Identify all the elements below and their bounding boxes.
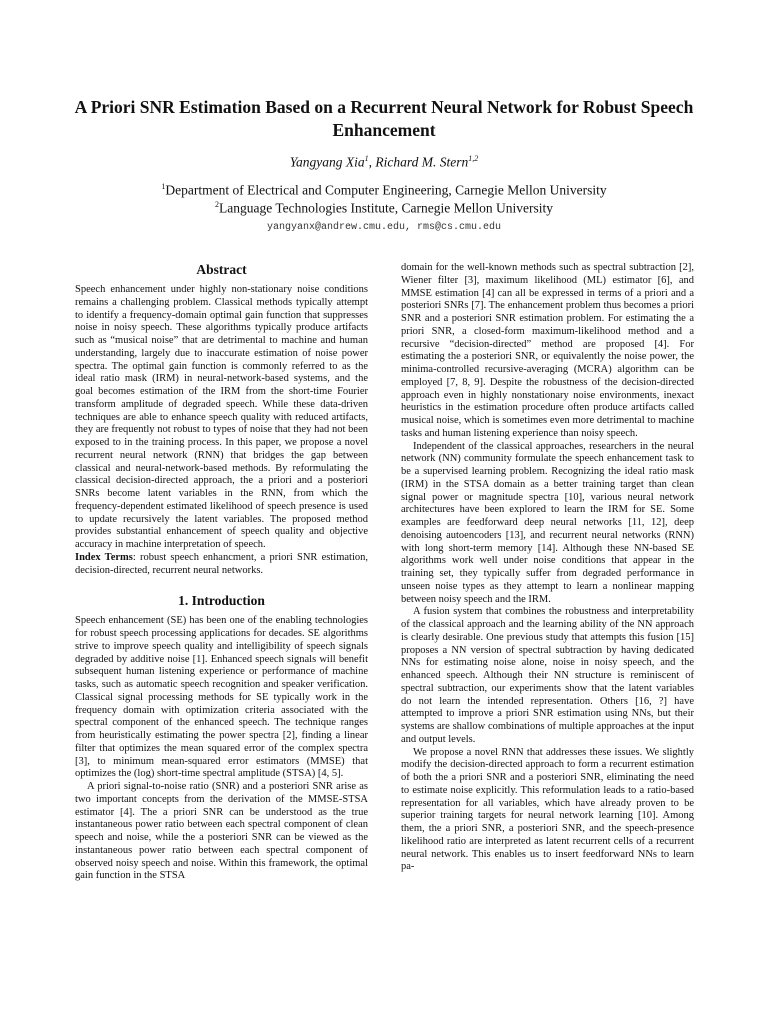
- affiliation-mark: 2: [215, 200, 219, 209]
- body-paragraph: We propose a novel RNN that addresses these issues. We slightly modify the decision-directed approach to form a recurrent estimation of both the a priori SNR and a posteriori SNR, eliminating the need to estimate noise explicitly. This reformulation leads to a ratio-based representation for all variables, which have already proven to be superior training targets for neural network learning [10]. Among them, the a priori SNR, a posteriori SNR, and the speech-presence likelihood ratio are interpreted as latent recurrent cells of a recurrent neural network. This enables us to insert feedforward NNs to learn pa-: [401, 746, 694, 873]
- abstract-heading: Abstract: [196, 262, 247, 277]
- author-affiliation-mark: 1: [364, 154, 369, 163]
- author-affiliation-mark: 1,2: [468, 154, 479, 163]
- index-terms-text: : robust speech enhancment, a priori SNR estimation, decision-directed, recurrent neural networks.: [75, 551, 368, 576]
- left-column: [75, 262, 368, 883]
- body-paragraph: Independent of the classical approaches, researchers in the neural network (NN) community formulate the speech enhancement task to be a supervised learning problem. Recognizing the ideal ratio mask (IRM) in the STSA domain as a better training target than clean signal power or magnitude spectra [10], various neural network architectures have been explored to learn the IRM for SE. Some examples are feedforward deep neural networks [11, 12], deep denoising autoencoders [13], and recurrent neural networks (RNN) with long short-term memory [14]. Although these NN-based SE algorithms work well under noise conditions that appear in the training set, they typically suffer from degraded performance in unseen noise types as they attempt to learn a nonlinear mapping between noisy speech and the IRM.: [401, 440, 694, 605]
- body-paragraph: A priori signal-to-noise ratio (SNR) and a posteriori SNR arise as two important concepts from the derivation of the MMSE-STSA estimator [4]. The a priori SNR can be understood as the true instantaneous power ratio between each spectral component of clean speech and noise, while the a posteriori SNR can be viewed as the instantaneous power ratio between each spectral component of observed noisy speech and noise. Within this framework, the optimal gain function in the STSA: [75, 781, 368, 882]
- affiliation-line: [70, 200, 698, 217]
- body-paragraph: domain for the well-known methods such as spectral subtraction [2], Wiener filter [3], maximum likelihood (ML) estimator [6], and MMSE estimation [4] can all be expressed in terms of a priori and a posteriori SNRs [7]. The enhancement problem thus becomes a priori SNR and a posteriori SNR estimation problem. For estimating the a priori SNR, a closed-form maximum-likelihood method and a recursive “decision-directed” method are proposed [4]. For estimating the a posteriori SNR, or equivalently the noise power, the minima-controlled recursive-averaging (MCRA) algorithm can be employed [7, 8, 9]. Despite the robustness of the decision-directed approach even in highly nonstationary noise environments, inexact heuristics in the estimation procedure often produce artifacts called musical noise, which is sometimes even more detrimental to machine tasks and human listening experience than noisy speech.: [401, 262, 694, 439]
- index-terms-label: Index Terms: [75, 551, 133, 563]
- author-name: Yangyang Xia: [289, 154, 365, 170]
- right-column: [401, 262, 694, 874]
- affiliation-line: [70, 182, 698, 199]
- index-terms: [75, 552, 368, 578]
- author-line: [70, 154, 698, 171]
- body-paragraph: Speech enhancement (SE) has been one of the enabling technologies for robust speech processing applications for decades. SE algorithms strive to improve speech quality and intelligibility of speech signals degraded by additive noise [1]. Enhanced speech signals will benefit subsequent human listening experience or performance of machine tasks, such as automatic speech recognition and speaker verification. Classical signal processing methods for SE typically work in the frequency domain with optimization criteria associated with the spectral component of the enhanced speech. The technique ranges from heuristically estimating the power spectra [2], finding a linear filter that optimizes the mean squared error of the complex spectra [3], to minimum mean-squared error estimators (MMSE) that optimizes the (log) short-time spectral amplitude (STSA) [4, 5].: [75, 615, 368, 780]
- author-separator: ,: [368, 154, 376, 170]
- author-emails: yangyanx@andrew.cmu.edu, rms@cs.cmu.edu: [266, 222, 502, 233]
- introduction-heading: 1. Introduction: [178, 593, 265, 609]
- paper-title: A Priori SNR Estimation Based on a Recurrent Neural Network for Robust Speech Enhancement: [74, 97, 694, 140]
- author-name: Richard M. Stern: [375, 154, 469, 170]
- abstract-text: Speech enhancement under highly non-stationary noise conditions remains a challenging problem. Classical methods typically attempt to identify a frequency-domain optimal gain function that suppresses noise in noisy speech. These algorithms typically produce artifacts such as “musical noise” that are detrimental to machine and human understanding, largely due to inaccurate estimation of noise power spectra. The optimal gain function is commonly referred to as the ideal ratio mask (IRM) in neural-network-based systems, and the goal becomes estimation of the IRM from the short-time Fourier transform amplitude of degraded speech. While these data-driven techniques are able to enhance speech quality with reduced artifacts, they are frequently not robust to types of noise that they had not been exposed to in the training process. In this paper, we propose a novel recurrent neural network (RNN) that bridges the gap between classical and neural-network-based methods. By reformulating the classical decision-directed approach, the a priori and a posteriori SNRs become latent variables in the RNN, from which the frequency-dependent estimated likelihood of speech presence is used to update recursively the latent variables. The proposed method provides substantial enhancement of speech quality and objective accuracy in machine interpretation of speech.: [75, 284, 368, 550]
- affiliation-mark: 1: [161, 182, 166, 191]
- affiliation-text: Language Technologies Institute, Carnegie Mellon University: [219, 200, 553, 216]
- affiliation-text: Department of Electrical and Computer Engineering, Carnegie Mellon University: [165, 182, 607, 198]
- body-paragraph: A fusion system that combines the robustness and interpretability of the classical approach and the learning ability of the NN approach is clearly desirable. One previous study that attempts this fusion [15] proposes a NN version of spectral subtraction by having dedicated NNs for estimating noise alone, noise in noisy speech, and the enhanced speech. Although their NN structure is reminiscent of spectral subtraction, our experiments show that the latent variables do not learn the intended representation. Others [16, ?] have attempted to improve a priori SNR estimation using NNs, but their systems are shallow combinations of multiple approaches at the input and output levels.: [401, 606, 694, 745]
